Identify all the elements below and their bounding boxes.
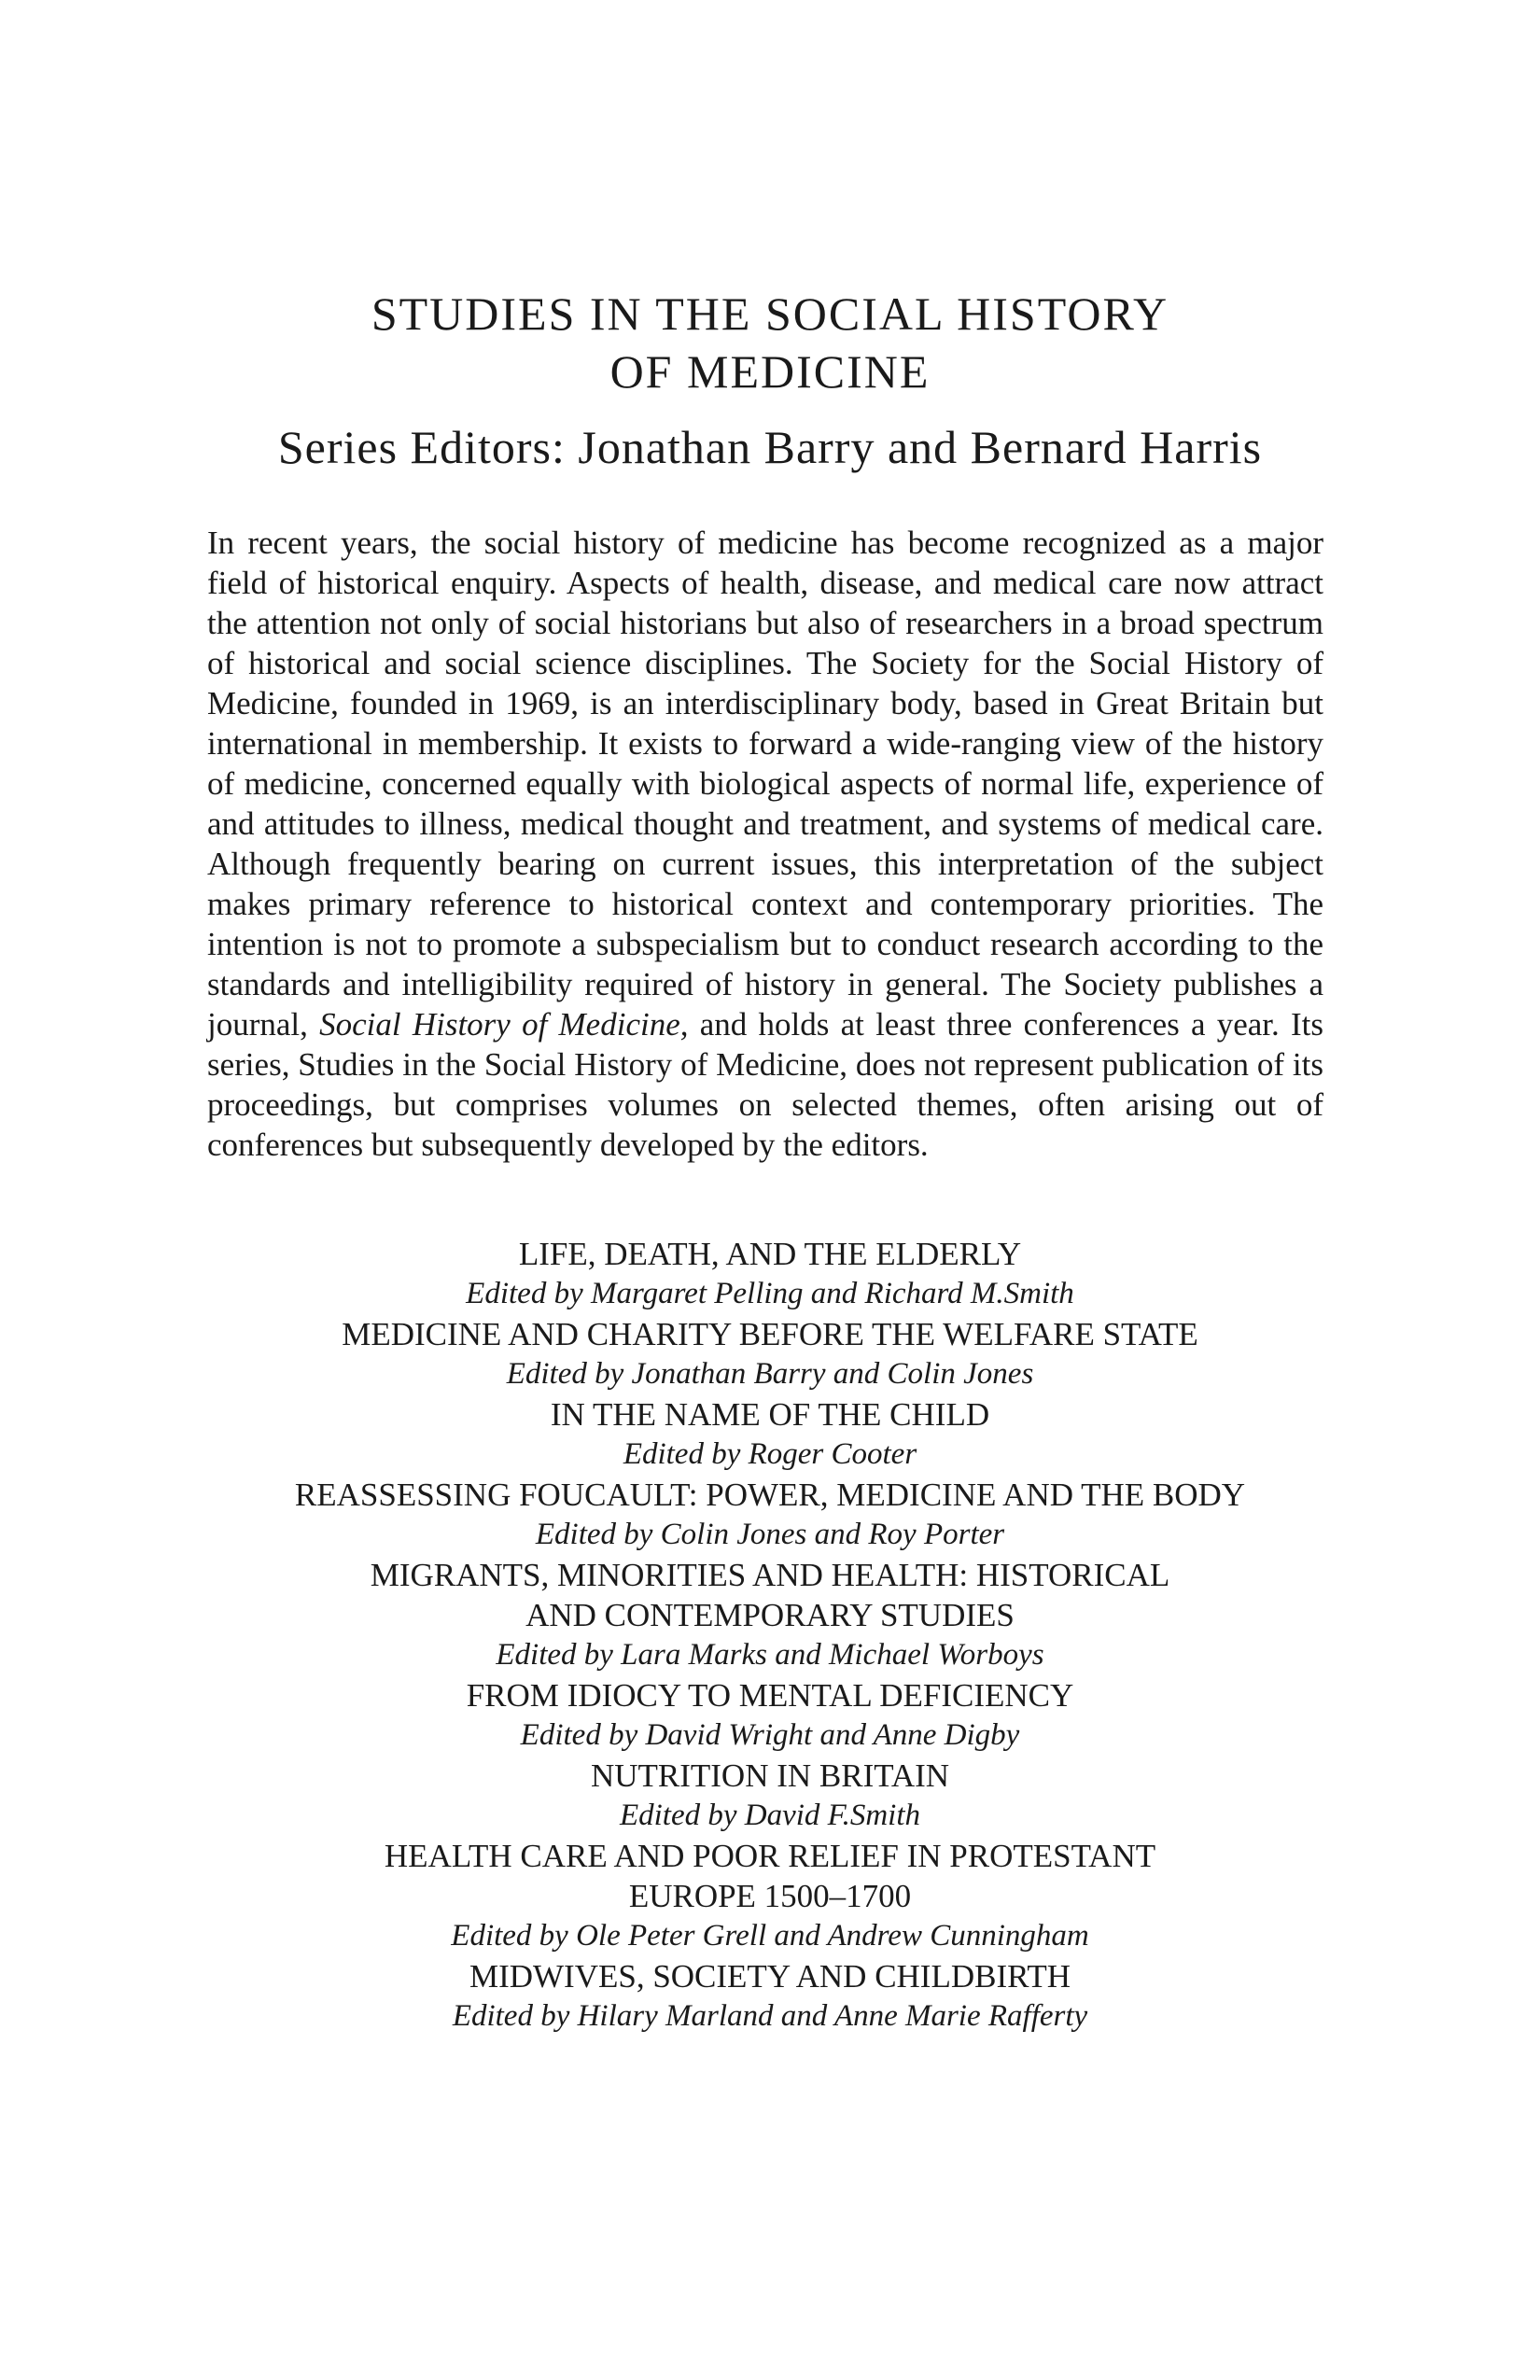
intro-text-2: and holds at least three conferences a year. Its series, Studies in the Social History of Medicine, does not represent publication of its proceedings, but comprises volumes on selected themes, often arising out of conferences but subsequently developed by the editors. [207, 1006, 1323, 1163]
book-editors: Edited by Ole Peter Grell and Andrew Cunningham [451, 1919, 1089, 1953]
book-entry [0, 1956, 1540, 2037]
journal-name: Social History of Medicine, [319, 1006, 689, 1043]
series-title-line-2: OF MEDICINE [609, 345, 931, 398]
book-list [0, 1234, 1540, 2037]
book-title: IN THE NAME OF THE CHILD [550, 1396, 990, 1433]
book-title: FROM IDIOCY TO MENTAL DEFICIENCY [466, 1677, 1074, 1714]
book-title: EUROPE 1500–1700 [628, 1878, 912, 1914]
series-introduction [207, 523, 1323, 1165]
book-title: REASSESSING FOUCAULT: POWER, MEDICINE AND THE BODY [294, 1477, 1246, 1513]
book-editors: Edited by Colin Jones and Roy Porter [535, 1518, 1005, 1551]
book-editors: Edited by Jonathan Barry and Colin Jones [506, 1357, 1034, 1391]
book-editors: Edited by Roger Cooter [623, 1437, 917, 1471]
book-title: MEDICINE AND CHARITY BEFORE THE WELFARE STATE [342, 1316, 1198, 1352]
book-title: NUTRITION IN BRITAIN [590, 1757, 950, 1794]
book-title: MIGRANTS, MINORITIES AND HEALTH: HISTORICAL [370, 1557, 1170, 1593]
book-editors: Edited by David F.Smith [619, 1799, 920, 1832]
book-entry [0, 1475, 1540, 1555]
book-entry [0, 1756, 1540, 1836]
book-title: AND CONTEMPORARY STUDIES [525, 1597, 1015, 1633]
book-editors: Edited by David Wright and Anne Digby [520, 1718, 1020, 1752]
intro-text-1: In recent years, the social history of medicine has become recognized as a major field of historical enquiry. Aspects of health, disease, and medical care now attract the attention not only of social historians but also of researchers in a broad spectrum of historical and social science disciplines. The Society for the Social History of Medicine, founded in 1969, is an interdisciplinary body, based in Great Britain but international in membership. It exists to forward a wide-ranging view of the history of medicine, concerned equally with biological aspects of normal life, experience of and attitudes to illness, medical thought and treatment, and systems of medical care. Although frequently bearing on current issues, this interpretation of the subject makes primary reference to historical context and contemporary priorities. The intention is not to promote a subspecialism but to conduct research according to the standards and intelligibility required of history in general. The Society publishes a journal, [207, 525, 1323, 1043]
book-editors: Edited by Hilary Marland and Anne Marie Rafferty [452, 1999, 1088, 2033]
book-entry [0, 1675, 1540, 1756]
book-entry [0, 1394, 1540, 1475]
book-title: LIFE, DEATH, AND THE ELDERLY [518, 1236, 1022, 1272]
series-title-line-1: STUDIES IN THE SOCIAL HISTORY [371, 287, 1169, 340]
book-editors: Edited by Lara Marks and Michael Worboys [496, 1638, 1044, 1672]
series-title [0, 285, 1540, 400]
book-title: MIDWIVES, SOCIETY AND CHILDBIRTH [469, 1958, 1071, 1995]
book-title: HEALTH CARE AND POOR RELIEF IN PROTESTANT [384, 1838, 1156, 1874]
book-entry [0, 1234, 1540, 1314]
book-entry [0, 1836, 1540, 1956]
book-entry [0, 1555, 1540, 1675]
book-editors: Edited by Margaret Pelling and Richard M.Smith [466, 1277, 1074, 1310]
book-entry [0, 1314, 1540, 1394]
series-editors: Series Editors: Jonathan Barry and Bernard Harris [277, 421, 1263, 473]
